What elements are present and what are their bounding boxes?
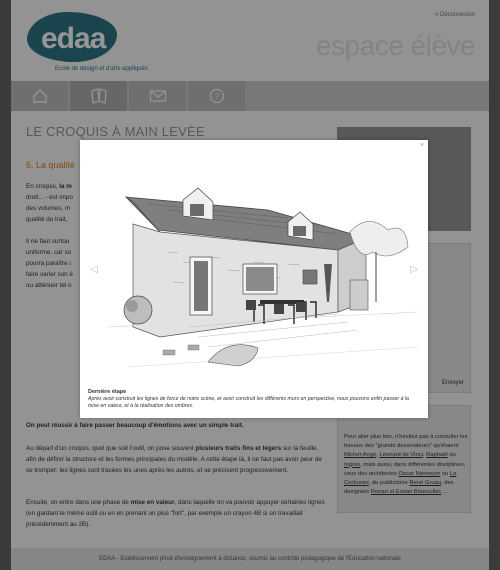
caption-title: Dernière étape bbox=[88, 389, 127, 395]
next-arrow-icon[interactable]: ▷ bbox=[410, 264, 418, 275]
para1-line: droit... - est impo bbox=[26, 194, 73, 201]
further-reading-fragment: , mais aussi, dans différentes disciplines, ceux des architectes bbox=[344, 461, 466, 477]
further-reading-fragment: , bbox=[376, 452, 380, 459]
artist-link[interactable]: René Gruau bbox=[409, 480, 442, 487]
logo-tagline: Ecole de design et d'arts appliqués bbox=[55, 66, 148, 72]
further-reading-fragment: , des designers bbox=[344, 480, 454, 496]
para2-line: uniforme, car so bbox=[26, 249, 72, 256]
logo-text[interactable]: edaa bbox=[41, 22, 106, 55]
caption-text: Après avoir construit les lignes de force de notre scène, et avoir construit les différents murs en perspective, nous pouvons enfin passer à la mise en valeur, et à la réalisation des ombres. bbox=[88, 396, 409, 409]
para2-line: Il ne faut surtou bbox=[26, 238, 70, 245]
article-title: LE CROQUIS À MAIN LEVÉE bbox=[26, 124, 205, 139]
space-title: espace élève bbox=[315, 30, 475, 61]
paragraph-3: On peut réussir à faire passer beaucoup d'émotions avec un simple trait. bbox=[26, 422, 244, 429]
artist-link[interactable]: Ronan et Erwan Bouroullec bbox=[370, 489, 442, 496]
further-reading-fragment: ... bbox=[441, 489, 448, 496]
lightbox-modal bbox=[80, 140, 428, 418]
send-button[interactable]: Envoyer bbox=[441, 380, 464, 386]
para1-line: En croquis, la m bbox=[26, 183, 72, 190]
artist-link[interactable]: Raphaël bbox=[426, 452, 448, 459]
close-icon[interactable]: × bbox=[419, 142, 424, 149]
footer: EDAA - Etablissement privé d'enseignement à distance, soumis au contrôle pédagogique de l'Education nationale bbox=[11, 548, 489, 570]
further-reading-fragment: ou bbox=[440, 470, 451, 477]
previous-arrow-icon[interactable]: ◁ bbox=[90, 264, 98, 275]
artist-link[interactable]: Ingres bbox=[344, 461, 361, 468]
para2-line: pourra paraître i bbox=[26, 260, 71, 267]
logout-link[interactable]: « Déconnexion bbox=[434, 12, 475, 18]
svg-text:?: ? bbox=[214, 92, 219, 101]
section-heading: 6. La qualité bbox=[26, 160, 76, 170]
paragraph-4: Au départ d'un croquis, quel que soit l'outil, on pose souvent plusieurs traits fins et légers sur la feuille, afin de définir la structure et les formes principales du modèle. A cette étape là, il ne faut pas avoir peur de se tromper: les lignes sont tracées les unes après les autres, et se précisent progressivement. bbox=[26, 445, 322, 474]
para2-line: faire varier son é bbox=[26, 271, 73, 278]
further-reading-fragment: ou bbox=[447, 452, 456, 459]
artist-link[interactable]: Oscar Niemeyer bbox=[398, 470, 441, 477]
para1-line: des volumes, m bbox=[26, 205, 71, 212]
further-reading-fragment: , bbox=[422, 452, 427, 459]
para2-line: ou atténuer tel o bbox=[26, 282, 72, 289]
artist-link[interactable]: Léonard de Vinci bbox=[379, 452, 423, 459]
paragraph-5: Ensuite, on entre dans une phase de mise en valeur, dans laquelle on va pouvoir appuyer certaines lignes (en gardant le même outil ou en en prenant un plus "fort", par exemple un crayon 4B si on travaillait précédemment au 2B). bbox=[26, 499, 325, 528]
house-sketch-image bbox=[88, 152, 420, 382]
para1-line: qualité du trait, bbox=[26, 216, 68, 223]
further-reading-fragment: , du publicitaire bbox=[368, 480, 410, 487]
artist-link[interactable]: Le Corbusier bbox=[344, 470, 457, 487]
further-reading-fragment: Pour aller plus loin, n'hésitez pas à consulter les travaux des "grands dessinateurs" qu'étaient bbox=[344, 434, 468, 450]
artist-link[interactable]: Michel-Ange bbox=[344, 452, 377, 459]
